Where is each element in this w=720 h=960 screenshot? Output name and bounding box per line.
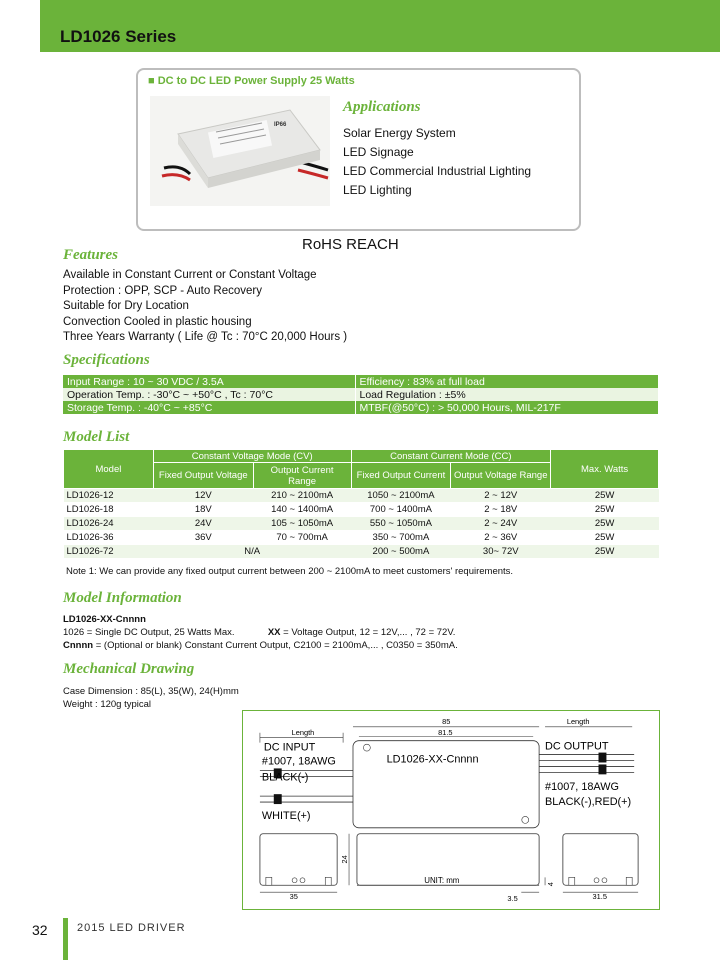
spec-row (63, 388, 659, 401)
weight: Weight : 120g typical (63, 698, 152, 710)
th-cc-fixed: Fixed Output Current (351, 463, 451, 489)
cell: 25W (551, 489, 659, 503)
mechanical-drawing (242, 710, 660, 910)
spec-cell: Input Range : 10 ~ 30 VDC / 3.5A (63, 375, 355, 388)
dim-85: 85 (442, 716, 451, 726)
cell: 105 ~ 1050mA (253, 517, 351, 531)
header-left-blank (0, 0, 40, 52)
cell: 2 ~ 24V (451, 517, 551, 531)
cell: 25W (551, 531, 659, 545)
th-cc: Constant Current Mode (CC) (351, 450, 551, 463)
dim-35: 35 (289, 892, 298, 902)
cell: 36V (153, 531, 253, 545)
cell: 2 ~ 12V (451, 489, 551, 503)
model-info-title: Model Information (63, 590, 182, 606)
model-list-title: Model List (63, 429, 130, 445)
cell: 350 ~ 700mA (351, 531, 451, 545)
th-cv: Constant Voltage Mode (CV) (153, 450, 351, 463)
table-row (64, 517, 659, 531)
mechanical-title: Mechanical Drawing (63, 661, 195, 677)
specifications-title: Specifications (63, 352, 150, 368)
th-model: Model (64, 450, 154, 489)
features-list (63, 268, 347, 346)
cell: 140 ~ 1400mA (253, 503, 351, 517)
feature-item: Available in Constant Current or Constant Voltage (63, 269, 317, 281)
cell-model: LD1026-18 (64, 503, 154, 517)
cell: 24V (153, 517, 253, 531)
model-info-text (63, 613, 458, 652)
table-row (64, 531, 659, 545)
cell-model: LD1026-24 (64, 517, 154, 531)
info-xx: XX (267, 627, 281, 638)
footer-bar (63, 918, 68, 960)
case-dimension: Case Dimension : 85(L), 35(W), 24(H)mm (63, 686, 239, 697)
cell: 700 ~ 1400mA (351, 503, 451, 517)
unit-mm: UNIT: mm (424, 876, 460, 886)
dim-length-right: Length (566, 716, 590, 726)
info-cnnnn-desc: = (Optional or blank) Constant Current Output, C2100 = 2100mA,... , C0350 = 350mA. (93, 640, 458, 651)
dim-24: 24 (340, 855, 350, 864)
th-cc-range: Output Voltage Range (451, 463, 551, 489)
page-title: LD1026 Series (60, 27, 177, 46)
applications-title: Applications (343, 99, 421, 115)
page-number: 32 (32, 922, 48, 938)
cell: 30~ 72V (451, 545, 551, 559)
cell-model: LD1026-12 (64, 489, 154, 503)
model-list-table (63, 449, 659, 559)
model-info-line-2 (63, 639, 458, 652)
dim-315: 31.5 (592, 892, 607, 902)
specifications-table (63, 375, 659, 414)
dim-35b: 3.5 (507, 894, 518, 904)
application-item: LED Lighting (343, 183, 412, 197)
awg-right: #1007, 18AWG (545, 781, 620, 794)
dim-4: 4 (545, 882, 555, 887)
cell: 25W (551, 503, 659, 517)
th-watts: Max. Watts (551, 450, 659, 489)
model-code: LD1026-XX-Cnnnn (63, 614, 146, 625)
spec-cell: Storage Temp. : -40°C ~ +85°C (63, 401, 355, 414)
cell: 18V (153, 503, 253, 517)
spec-cell: Efficiency : 83% at full load (355, 375, 659, 388)
dc-output-label: DC OUTPUT (545, 740, 609, 753)
cell: 2 ~ 18V (451, 503, 551, 517)
rohs-reach: RoHS REACH (302, 236, 399, 253)
features-title: Features (63, 247, 119, 263)
info-xx-desc: = Voltage Output, 12 = 12V,... , 72 = 72V. (280, 627, 456, 638)
awg-left: #1007, 18AWG (261, 755, 336, 768)
cell: 25W (551, 517, 659, 531)
table-row (64, 489, 659, 503)
spec-row (63, 375, 659, 388)
th-cv-range: Output Current Range (253, 463, 351, 489)
spec-cell: Load Regulation : ±5% (355, 388, 659, 401)
cell: 70 ~ 700mA (253, 531, 351, 545)
model-list-note: Note 1: We can provide any fixed output current between 200 ~ 2100mA to meet customers' requirements. (66, 566, 514, 577)
dc-input-label: DC INPUT (263, 741, 316, 754)
footer-text: 2015 LED DRIVER (77, 922, 186, 934)
table-row (64, 545, 659, 559)
spec-cell: MTBF(@50°C) : > 50,000 Hours, MIL-217F (355, 401, 659, 414)
application-item: Solar Energy System (343, 126, 456, 140)
intro-label: ■ DC to DC LED Power Supply 25 Watts (148, 75, 355, 87)
feature-item: Three Years Warranty ( Life @ Tc : 70°C 20,000 Hours ) (63, 331, 348, 343)
cell: 200 ~ 500mA (351, 545, 451, 559)
dim-length-left: Length (291, 727, 315, 737)
mechanical-text (63, 686, 239, 711)
cell: 210 ~ 2100mA (253, 489, 351, 503)
application-item: LED Signage (343, 145, 414, 159)
cell: 2 ~ 36V (451, 531, 551, 545)
feature-item: Convection Cooled in plastic housing (63, 315, 252, 328)
info-1026: 1026 = Single DC Output, 25 Watts Max. (63, 627, 235, 638)
model-info-line-1 (63, 626, 458, 639)
table-row (64, 503, 659, 517)
cell: N/A (153, 545, 351, 559)
applications-list (343, 124, 531, 200)
cell: 550 ~ 1050mA (351, 517, 451, 531)
white-pos: WHITE(+) (261, 809, 311, 822)
dim-815: 81.5 (438, 727, 453, 737)
application-item: LED Commercial Industrial Lighting (343, 164, 532, 178)
black-neg: BLACK(-) (261, 771, 309, 784)
drawing-model: LD1026-XX-Cnnnn (386, 753, 479, 766)
product-photo (150, 96, 330, 206)
cell-model: LD1026-36 (64, 531, 154, 545)
cell-model: LD1026-72 (64, 545, 154, 559)
cell: 1050 ~ 2100mA (351, 489, 451, 503)
feature-item: Protection : OPP, SCP - Auto Recovery (63, 284, 263, 297)
ip66-mark: IP66 (274, 122, 287, 128)
spec-row (63, 401, 659, 414)
th-cv-fixed: Fixed Output Voltage (153, 463, 253, 489)
feature-item: Suitable for Dry Location (63, 300, 189, 312)
spec-cell: Operation Temp. : -30°C ~ +50°C , Tc : 70°C (63, 388, 355, 401)
cell: 12V (153, 489, 253, 503)
black-red: BLACK(-),RED(+) (545, 796, 632, 809)
info-cnnnn: Cnnnn (63, 640, 94, 651)
cell: 25W (551, 545, 659, 559)
